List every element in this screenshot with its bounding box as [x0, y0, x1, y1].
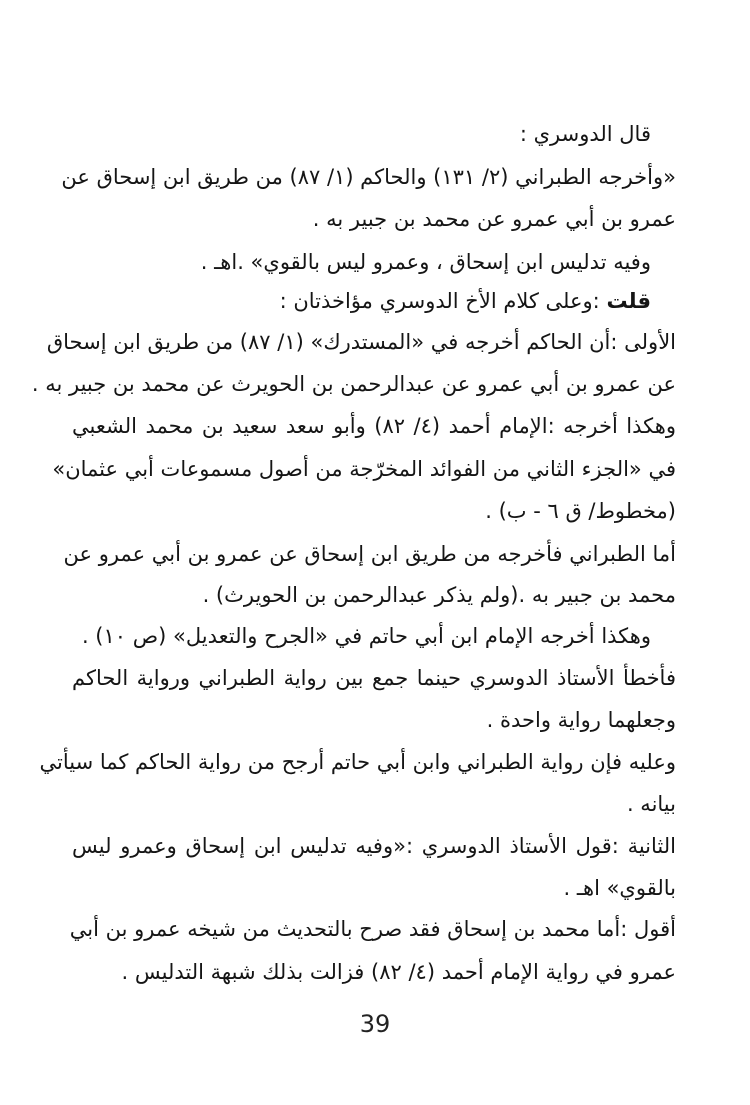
- text-line: [280, 286, 651, 316]
- text-line: فأخطأ الأستاذ الدوسري حينما جمع بين رواية الطبراني ورواية الحاكم: [72, 666, 676, 690]
- text-line: وفيه تدليس ابن إسحاق ، وعمرو ليس بالقوي» .اهـ .: [200, 250, 651, 274]
- text-line: في «الجزء الثاني من الفوائد المخرّجة من أصول مسموعات أبي عثمان»: [52, 457, 676, 481]
- text-line: عن عمرو بن أبي عمرو عن عبدالرحمن بن الحويرث عن محمد بن جبير به .: [31, 372, 676, 396]
- text-line: «وأخرجه الطبراني (٢/ ١٣١) والحاكم (١/ ٨٧) من طريق ابن إسحاق عن: [61, 165, 676, 189]
- text-line: الأولى :أن الحاكم أخرجه في «المستدرك» (١/ ٨٧) من طريق ابن إسحاق: [46, 330, 676, 354]
- text-line: محمد بن جبير به .(ولم يذكر عبدالرحمن بن الحويرث) .: [202, 583, 676, 607]
- text-line: وهكذا أخرجه :الإمام أحمد (٤/ ٨٢) وأبو سعد سعيد بن محمد الشعبي: [72, 414, 676, 438]
- text-line: بالقوي» اهـ .: [563, 876, 676, 900]
- text-line: أقول :أما محمد بن إسحاق فقد صرح بالتحديث من شيخه عمرو بن أبي: [69, 917, 676, 941]
- text-line: الثانية :قول الأستاذ الدوسري :«وفيه تدليس ابن إسحاق وعمرو ليس: [72, 834, 676, 858]
- text-line: بيانه .: [626, 792, 676, 816]
- text-line: وجعلهما رواية واحدة .: [486, 708, 676, 732]
- text-line: (مخطوط/ ق ٦ - ب) .: [485, 499, 676, 523]
- text-line: عمرو في رواية الإمام أحمد (٤/ ٨٢) فزالت بذلك شبهة التدليس .: [121, 960, 676, 984]
- text-line-rest: :وعلى كلام الأخ الدوسري مؤاخذتان :: [279, 289, 600, 313]
- text-line: عمرو بن أبي عمرو عن محمد بن جبير به .: [312, 207, 676, 231]
- text-line: وعليه فإن رواية الطبراني وابن أبي حاتم أرجح من رواية الحاكم كما سيأتي: [39, 750, 676, 774]
- text-line: وهكذا أخرجه الإمام ابن أبي حاتم في «الجرح والتعديل» (ص ١٠) .: [81, 624, 651, 648]
- qultu-label: قلت: [606, 289, 651, 313]
- text-line: قال الدوسري :: [519, 122, 651, 146]
- text-line: أما الطبراني فأخرجه من طريق ابن إسحاق عن عمرو بن أبي عمرو عن: [63, 542, 676, 566]
- page-number: 39: [359, 1010, 391, 1038]
